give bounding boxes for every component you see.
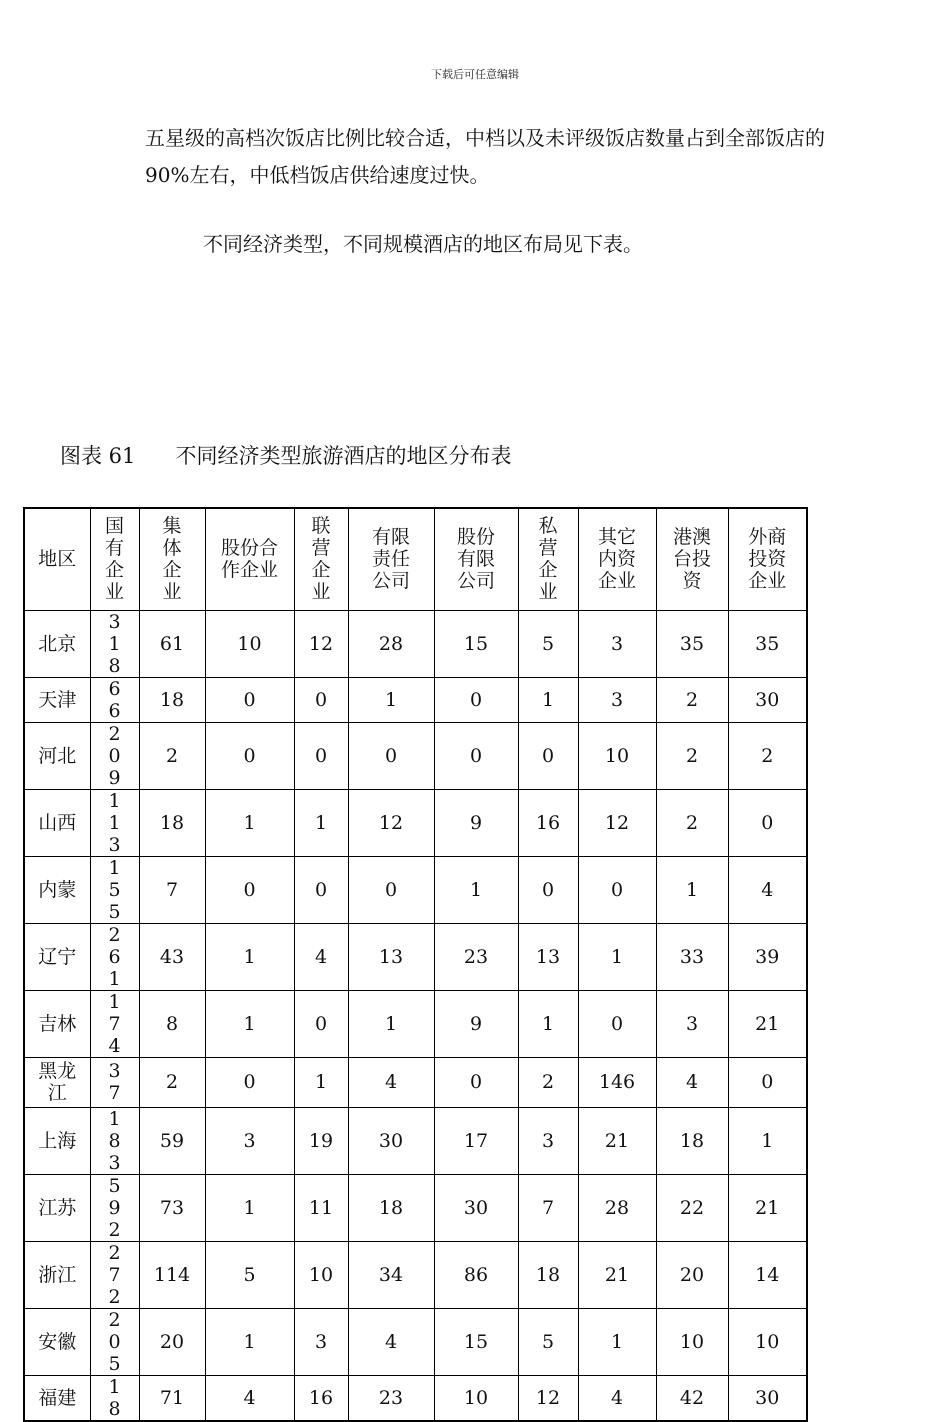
value-cell: 15 — [434, 610, 518, 677]
value-cell: 23 — [348, 1375, 434, 1421]
header-joint-stock-limited: 股份有限公司 — [434, 508, 518, 610]
value-cell: 1 — [205, 923, 294, 990]
value-cell: 114 — [139, 1241, 205, 1308]
value-cell: 0 — [294, 856, 348, 923]
value-cell: 39 — [728, 923, 807, 990]
value-cell: 1 — [205, 1308, 294, 1375]
value-cell: 592 — [90, 1174, 139, 1241]
value-cell: 3 — [578, 677, 656, 722]
table-row — [24, 1308, 807, 1375]
header-hk-macao-taiwan: 港澳台投资 — [656, 508, 728, 610]
value-cell: 1 — [518, 990, 578, 1057]
header-private: 私营企业 — [518, 508, 578, 610]
value-cell: 1 — [205, 990, 294, 1057]
value-cell: 2 — [656, 722, 728, 789]
value-cell: 1 — [294, 789, 348, 856]
region-cell: 北京 — [24, 610, 90, 677]
header-region: 地区 — [24, 508, 90, 610]
value-cell: 22 — [656, 1174, 728, 1241]
table-row — [24, 1057, 807, 1107]
value-cell: 73 — [139, 1174, 205, 1241]
region-cell: 江苏 — [24, 1174, 90, 1241]
value-cell: 2 — [139, 722, 205, 789]
value-cell: 16 — [518, 789, 578, 856]
value-cell: 4 — [656, 1057, 728, 1107]
header-foreign-invested: 外商投资企业 — [728, 508, 807, 610]
table-row — [24, 856, 807, 923]
table-row — [24, 610, 807, 677]
value-cell: 183 — [90, 1107, 139, 1174]
value-cell: 2 — [728, 722, 807, 789]
value-cell: 1 — [578, 1308, 656, 1375]
value-cell: 0 — [294, 677, 348, 722]
value-cell: 5 — [205, 1241, 294, 1308]
table-row — [24, 1375, 807, 1421]
value-cell: 66 — [90, 677, 139, 722]
header-joint-stock-coop: 股份合作企业 — [205, 508, 294, 610]
value-cell: 30 — [728, 1375, 807, 1421]
value-cell: 35 — [728, 610, 807, 677]
value-cell: 1 — [205, 1174, 294, 1241]
value-cell: 21 — [728, 1174, 807, 1241]
value-cell: 18 — [518, 1241, 578, 1308]
region-cell: 安徽 — [24, 1308, 90, 1375]
value-cell: 7 — [518, 1174, 578, 1241]
value-cell: 10 — [578, 722, 656, 789]
value-cell: 0 — [728, 789, 807, 856]
table-row — [24, 789, 807, 856]
value-cell: 0 — [348, 856, 434, 923]
region-cell: 山西 — [24, 789, 90, 856]
value-cell: 3 — [205, 1107, 294, 1174]
value-cell: 1 — [294, 1057, 348, 1107]
value-cell: 42 — [656, 1375, 728, 1421]
value-cell: 30 — [434, 1174, 518, 1241]
table-header-row — [24, 508, 807, 610]
value-cell: 0 — [348, 722, 434, 789]
table-row — [24, 1107, 807, 1174]
value-cell: 1 — [434, 856, 518, 923]
value-cell: 20 — [139, 1308, 205, 1375]
value-cell: 4 — [578, 1375, 656, 1421]
value-cell: 19 — [294, 1107, 348, 1174]
value-cell: 37 — [90, 1057, 139, 1107]
body-paragraph-1: 五星级的高档次饭店比例比较合适，中档以及未评级饭店数量占到全部饭店的 90%左右，中低档饭店供给速度过快。 — [145, 126, 825, 187]
value-cell: 0 — [518, 722, 578, 789]
value-cell: 61 — [139, 610, 205, 677]
value-cell: 0 — [518, 856, 578, 923]
value-cell: 4 — [348, 1057, 434, 1107]
value-cell: 5 — [518, 1308, 578, 1375]
value-cell: 10 — [728, 1308, 807, 1375]
value-cell: 155 — [90, 856, 139, 923]
region-cell: 浙江 — [24, 1241, 90, 1308]
value-cell: 0 — [434, 1057, 518, 1107]
table-body — [24, 610, 807, 1421]
value-cell: 21 — [728, 990, 807, 1057]
table-row — [24, 677, 807, 722]
value-cell: 4 — [294, 923, 348, 990]
value-cell: 21 — [578, 1107, 656, 1174]
value-cell: 272 — [90, 1241, 139, 1308]
value-cell: 3 — [518, 1107, 578, 1174]
region-cell: 内蒙 — [24, 856, 90, 923]
value-cell: 0 — [434, 677, 518, 722]
region-cell: 天津 — [24, 677, 90, 722]
value-cell: 146 — [578, 1057, 656, 1107]
value-cell: 33 — [656, 923, 728, 990]
value-cell: 3 — [656, 990, 728, 1057]
value-cell: 12 — [578, 789, 656, 856]
value-cell: 0 — [294, 722, 348, 789]
value-cell: 1 — [656, 856, 728, 923]
value-cell: 10 — [434, 1375, 518, 1421]
value-cell: 13 — [518, 923, 578, 990]
value-cell: 14 — [728, 1241, 807, 1308]
value-cell: 113 — [90, 789, 139, 856]
value-cell: 2 — [139, 1057, 205, 1107]
value-cell: 1 — [348, 990, 434, 1057]
value-cell: 21 — [578, 1241, 656, 1308]
value-cell: 43 — [139, 923, 205, 990]
header-state-owned: 国有企业 — [90, 508, 139, 610]
value-cell: 0 — [205, 856, 294, 923]
region-cell: 福建 — [24, 1375, 90, 1421]
value-cell: 10 — [294, 1241, 348, 1308]
header-other-domestic: 其它内资企业 — [578, 508, 656, 610]
value-cell: 5 — [518, 610, 578, 677]
value-cell: 0 — [205, 1057, 294, 1107]
value-cell: 205 — [90, 1308, 139, 1375]
value-cell: 209 — [90, 722, 139, 789]
table-caption: 图表 61 不同经济类型旅游酒店的地区分布表 — [60, 444, 512, 468]
table-row — [24, 1174, 807, 1241]
value-cell: 2 — [656, 677, 728, 722]
region-distribution-table — [23, 507, 808, 1422]
value-cell: 35 — [656, 610, 728, 677]
value-cell: 15 — [434, 1308, 518, 1375]
table-row — [24, 1241, 807, 1308]
value-cell: 0 — [294, 990, 348, 1057]
value-cell: 0 — [205, 722, 294, 789]
region-cell: 吉林 — [24, 990, 90, 1057]
value-cell: 23 — [434, 923, 518, 990]
value-cell: 10 — [656, 1308, 728, 1375]
value-cell: 16 — [294, 1375, 348, 1421]
value-cell: 20 — [656, 1241, 728, 1308]
header-collective: 集体企业 — [139, 508, 205, 610]
value-cell: 10 — [205, 610, 294, 677]
page-header-note: 下载后可任意编辑 — [431, 68, 519, 81]
value-cell: 2 — [656, 789, 728, 856]
value-cell: 8 — [139, 990, 205, 1057]
value-cell: 9 — [434, 789, 518, 856]
value-cell: 4 — [348, 1308, 434, 1375]
value-cell: 0 — [434, 722, 518, 789]
value-cell: 86 — [434, 1241, 518, 1308]
table-row — [24, 990, 807, 1057]
value-cell: 4 — [728, 856, 807, 923]
value-cell: 318 — [90, 610, 139, 677]
value-cell: 9 — [434, 990, 518, 1057]
value-cell: 1 — [518, 677, 578, 722]
value-cell: 0 — [728, 1057, 807, 1107]
value-cell: 1 — [728, 1107, 807, 1174]
value-cell: 12 — [348, 789, 434, 856]
value-cell: 3 — [578, 610, 656, 677]
value-cell: 2 — [518, 1057, 578, 1107]
region-cell: 上海 — [24, 1107, 90, 1174]
value-cell: 18 — [348, 1174, 434, 1241]
value-cell: 30 — [348, 1107, 434, 1174]
header-limited-liability: 有限责任公司 — [348, 508, 434, 610]
region-cell: 黑龙江 — [24, 1057, 90, 1107]
value-cell: 30 — [728, 677, 807, 722]
value-cell: 28 — [348, 610, 434, 677]
value-cell: 18 — [139, 789, 205, 856]
value-cell: 1 — [205, 789, 294, 856]
value-cell: 18 — [139, 677, 205, 722]
body-paragraph-2: 不同经济类型，不同规模酒店的地区布局见下表。 — [203, 232, 643, 256]
value-cell: 4 — [205, 1375, 294, 1421]
value-cell: 7 — [139, 856, 205, 923]
value-cell: 174 — [90, 990, 139, 1057]
header-joint-venture: 联营企业 — [294, 508, 348, 610]
value-cell: 11 — [294, 1174, 348, 1241]
region-cell: 河北 — [24, 722, 90, 789]
value-cell: 18 — [90, 1375, 139, 1421]
value-cell: 3 — [294, 1308, 348, 1375]
value-cell: 0 — [578, 990, 656, 1057]
value-cell: 0 — [578, 856, 656, 923]
value-cell: 71 — [139, 1375, 205, 1421]
value-cell: 261 — [90, 923, 139, 990]
value-cell: 0 — [205, 677, 294, 722]
region-cell: 辽宁 — [24, 923, 90, 990]
value-cell: 59 — [139, 1107, 205, 1174]
value-cell: 18 — [656, 1107, 728, 1174]
value-cell: 1 — [348, 677, 434, 722]
table-row — [24, 923, 807, 990]
table-row — [24, 722, 807, 789]
value-cell: 12 — [518, 1375, 578, 1421]
value-cell: 28 — [578, 1174, 656, 1241]
value-cell: 13 — [348, 923, 434, 990]
value-cell: 12 — [294, 610, 348, 677]
value-cell: 1 — [578, 923, 656, 990]
value-cell: 17 — [434, 1107, 518, 1174]
value-cell: 34 — [348, 1241, 434, 1308]
